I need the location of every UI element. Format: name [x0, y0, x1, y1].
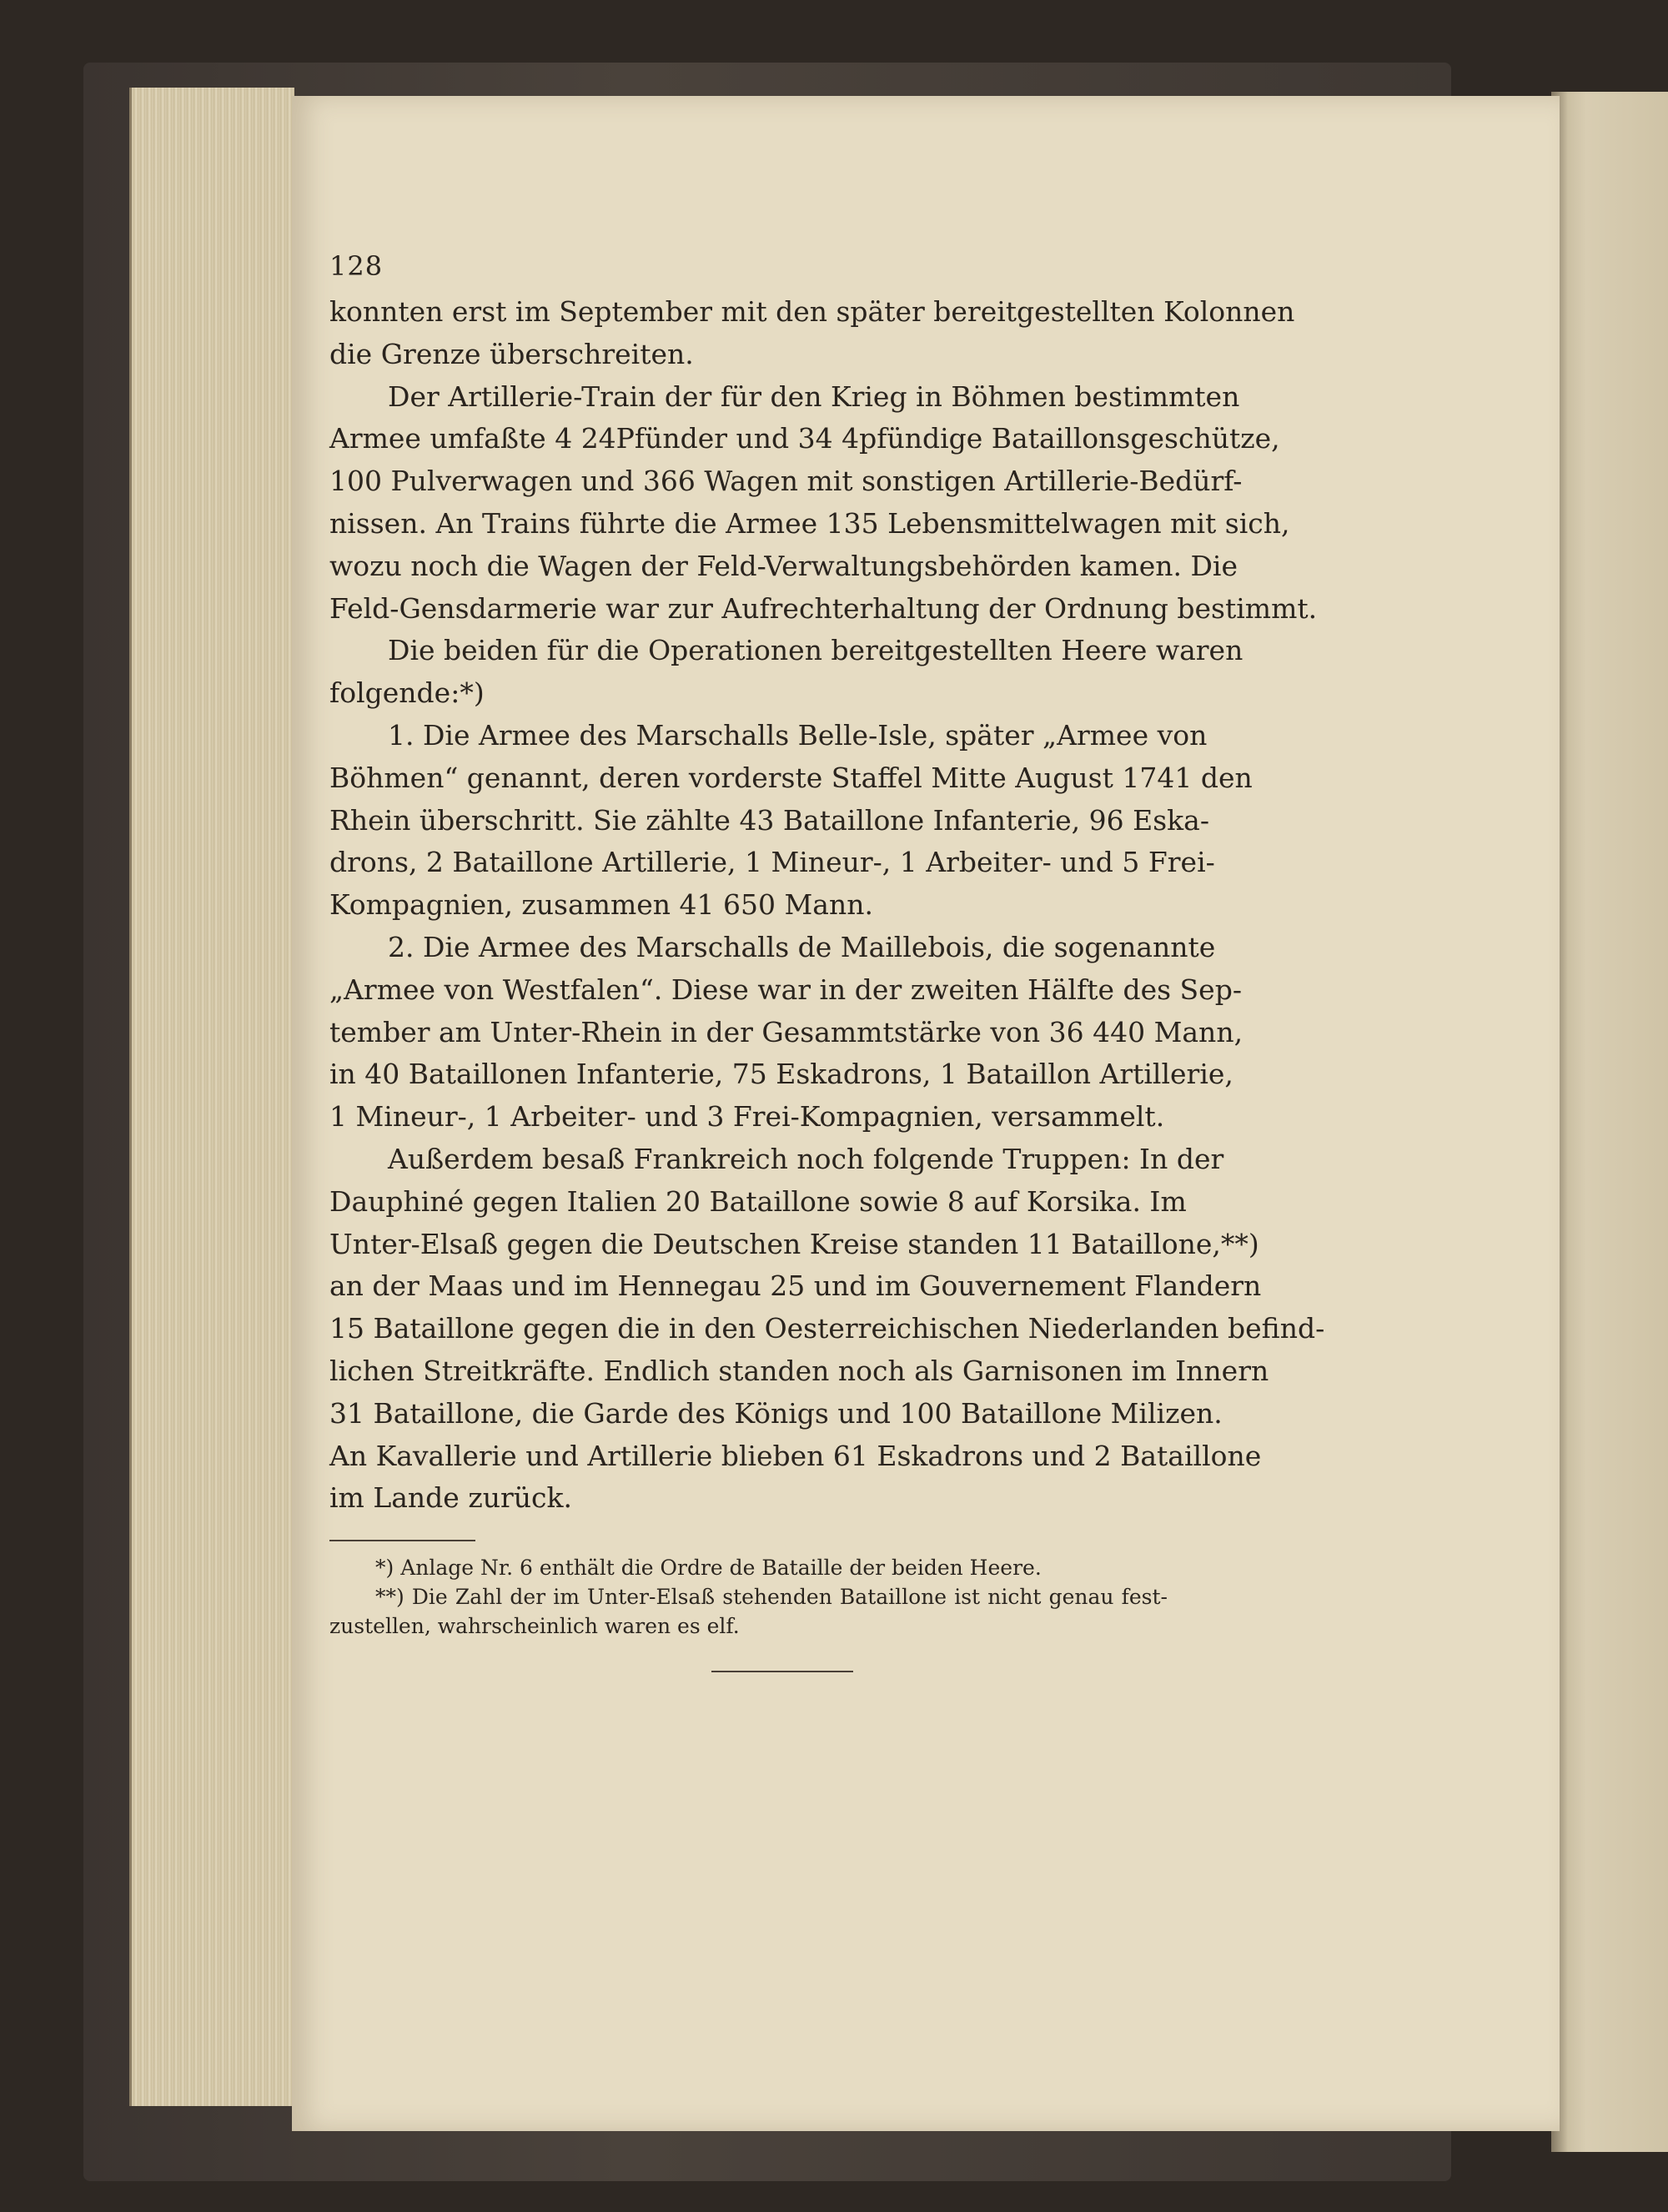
text-line: Armee umfaßte 4 24Pfünder und 34 4pfündige Bataillonsgeschütze, — [329, 422, 1280, 455]
text-line: 100 Pulverwagen und 366 Wagen mit sonstigen Artillerie-Bedürf- — [329, 465, 1243, 498]
text-line: Rhein überschritt. Sie zählte 43 Bataillone Infanterie, 96 Eska- — [329, 803, 1209, 837]
footnote-line: zustellen, wahrscheinlich waren es elf. — [329, 1614, 740, 1639]
footnote-line: **) Die Zahl der im Unter-Elsaß stehenden Bataillone ist nicht genau fest- — [375, 1585, 1168, 1610]
text-line: „Armee von Westfalen“. Diese war in der zweiten Hälfte des Sep- — [329, 973, 1242, 1006]
text-line: Die beiden für die Operationen bereitgestellten Heere waren — [388, 634, 1243, 667]
text-line: drons, 2 Bataillone Artillerie, 1 Mineur-, 1 Arbeiter- und 5 Frei- — [329, 846, 1215, 879]
text-line: folgende:*) — [329, 676, 485, 710]
text-line: Unter-Elsaß gegen die Deutschen Kreise standen 11 Bataillone,**) — [329, 1227, 1259, 1260]
text-line: Der Artillerie-Train der für den Krieg in Böhmen bestimmten — [388, 380, 1240, 413]
text-line: lichen Streitkräfte. Endlich standen noch als Garnisonen im Innern — [329, 1354, 1269, 1387]
text-line: 2. Die Armee des Marschalls de Maillebois, die sogenannte — [388, 930, 1216, 963]
footnote-separator — [329, 1540, 475, 1541]
text-line: konnten erst im September mit den später bereitgestellten Kolonnen — [329, 295, 1295, 328]
text-block — [329, 246, 1325, 1672]
text-line: Böhmen“ genannt, deren vorderste Staffel Mitte August 1741 den — [329, 761, 1253, 794]
page-number: 128 — [329, 250, 384, 282]
next-page-edge — [1551, 92, 1668, 2152]
text-line: im Lande zurück. — [329, 1481, 572, 1515]
text-line: Dauphiné gegen Italien 20 Bataillone sowie 8 auf Korsika. Im — [329, 1184, 1187, 1218]
text-line: wozu noch die Wagen der Feld-Verwaltungsbehörden kamen. Die — [329, 549, 1238, 582]
text-line: 1 Mineur-, 1 Arbeiter- und 3 Frei-Kompagnien, versammelt. — [329, 1100, 1165, 1134]
text-line: in 40 Bataillonen Infanterie, 75 Eskadrons, 1 Bataillon Artillerie, — [329, 1058, 1233, 1091]
text-line: Feld-Gensdarmerie war zur Aufrechterhaltung der Ordnung bestimmt. — [329, 591, 1318, 625]
text-line: 31 Bataillone, die Garde des Königs und 100 Bataillone Milizen. — [329, 1396, 1223, 1430]
end-rule — [711, 1671, 853, 1672]
page-edges — [129, 88, 294, 2106]
text-line: Außerdem besaß Frankreich noch folgende Truppen: In der — [388, 1142, 1224, 1175]
text-line: An Kavallerie und Artillerie blieben 61 Eskadrons und 2 Bataillone — [329, 1439, 1262, 1472]
footnote-line: *) Anlage Nr. 6 enthält die Ordre de Bataille der beiden Heere. — [375, 1556, 1042, 1581]
text-line: 15 Bataillone gegen die in den Oesterreichischen Niederlanden befind- — [329, 1312, 1325, 1345]
text-line: tember am Unter-Rhein in der Gesammtstärke von 36 440 Mann, — [329, 1015, 1243, 1048]
text-line: 1. Die Armee des Marschalls Belle-Isle, später „Armee von — [388, 718, 1208, 752]
text-line: Kompagnien, zusammen 41 650 Mann. — [329, 888, 873, 922]
text-line: die Grenze überschreiten. — [329, 337, 694, 370]
text-line: an der Maas und im Hennegau 25 und im Gouvernement Flandern — [329, 1269, 1262, 1303]
text-line: nissen. An Trains führte die Armee 135 Lebensmittelwagen mit sich, — [329, 506, 1290, 540]
